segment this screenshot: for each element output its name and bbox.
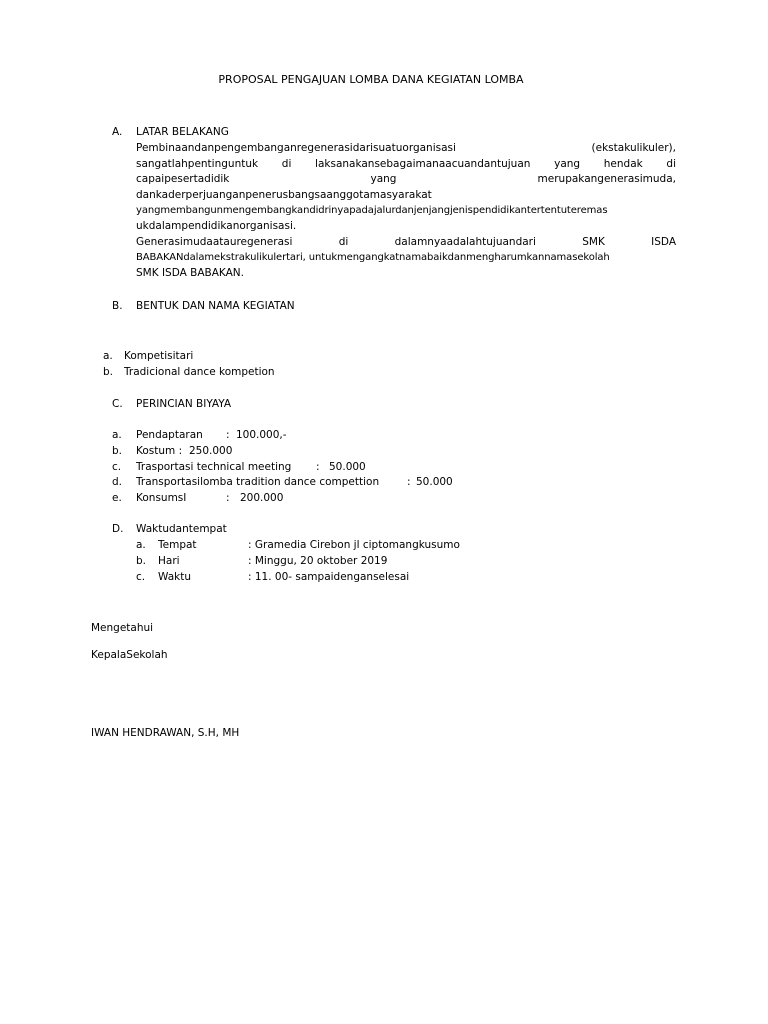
paragraph-line: capaipesertadidik yang merupakangenerasimuda, xyxy=(136,173,676,186)
paragraph-line: BABAKANdalamekstrakulikulertari, untukmengangkatnamabaikdanmengharumkannamasekolah xyxy=(136,252,610,264)
list-item-marker: a. xyxy=(136,539,146,551)
cost-value: 50.000 xyxy=(329,461,366,473)
section-c-heading: PERINCIAN BIYAYA xyxy=(136,398,232,410)
detail-label: Tempat xyxy=(158,539,197,551)
cost-label: Kostum : xyxy=(136,445,183,457)
cost-separator: : xyxy=(226,492,230,504)
list-item-marker: d. xyxy=(112,476,123,488)
cost-label: Pendaptaran xyxy=(136,429,203,441)
section-d-marker: D. xyxy=(112,523,124,535)
list-item-marker: b. xyxy=(103,366,114,378)
detail-value: : 11. 00- sampaidenganselesai xyxy=(248,571,410,583)
cost-label: Transportasilomba tradition dance compettion xyxy=(136,476,380,488)
list-item: Kompetisitari xyxy=(124,350,194,362)
list-item-marker: b. xyxy=(136,555,147,567)
list-item-marker: a. xyxy=(103,350,113,362)
paragraph-line: SMK ISDA BABAKAN. xyxy=(136,266,244,279)
paragraph-line: sangatlahpentinguntuk di laksanakansebagaimanaacuandantujuan yang hendak di xyxy=(136,157,676,170)
section-a-heading: LATAR BELAKANG xyxy=(136,126,229,138)
detail-value: : Minggu, 20 oktober 2019 xyxy=(248,555,388,567)
paragraph-line: dankaderperjuanganpenerusbangsaanggotamasyarakat xyxy=(136,188,432,201)
section-a-marker: A. xyxy=(112,126,123,138)
list-item-marker: c. xyxy=(112,461,122,473)
cost-value: 50.000 xyxy=(416,476,453,488)
detail-label: Waktu xyxy=(158,571,191,583)
document-title: PROPOSAL PENGAJUAN LOMBA DANA KEGIATAN LOMBA xyxy=(218,73,524,86)
detail-label: Hari xyxy=(158,555,180,567)
section-b-marker: B. xyxy=(112,300,123,312)
paragraph-line: Generasimudaatauregenerasi di dalamnyaadalahtujuandari SMK ISDA xyxy=(136,235,676,248)
cost-separator: : xyxy=(316,461,320,473)
cost-label: KonsumsI xyxy=(136,492,187,504)
list-item-marker: c. xyxy=(136,571,146,583)
list-item-marker: a. xyxy=(112,429,122,441)
signer-name: IWAN HENDRAWAN, S.H, MH xyxy=(91,727,240,739)
paragraph-line: ukdalampendidikanorganisasi. xyxy=(136,219,297,232)
mengetahui-label: Mengetahui xyxy=(91,622,154,634)
section-d-heading: Waktudantempat xyxy=(136,523,227,535)
list-item-marker: e. xyxy=(112,492,122,504)
cost-value: 100.000,- xyxy=(236,429,287,441)
section-a-paragraph xyxy=(136,141,676,281)
paragraph-line: Pembinaandanpengembanganregenerasidarisuatuorganisasi (ekstakulikuler), xyxy=(136,142,676,154)
paragraph-line: yangmembangunmengembangkandidrinyapadajalurdanjenjangjenispendidikantertentuteremas xyxy=(136,205,608,217)
signer-role: KepalaSekolah xyxy=(91,649,168,661)
section-c-marker: C. xyxy=(112,398,123,410)
cost-separator: : xyxy=(407,476,411,488)
cost-separator: : xyxy=(226,429,230,441)
detail-value: : Gramedia Cirebon jl ciptomangkusumo xyxy=(248,539,460,551)
cost-label: Trasportasi technical meeting xyxy=(136,461,292,473)
cost-value: 200.000 xyxy=(240,492,284,504)
list-item-marker: b. xyxy=(112,445,123,457)
section-b-heading: BENTUK DAN NAMA KEGIATAN xyxy=(136,300,295,312)
list-item: Tradicional dance kompetion xyxy=(124,366,275,378)
cost-value: 250.000 xyxy=(189,445,233,457)
